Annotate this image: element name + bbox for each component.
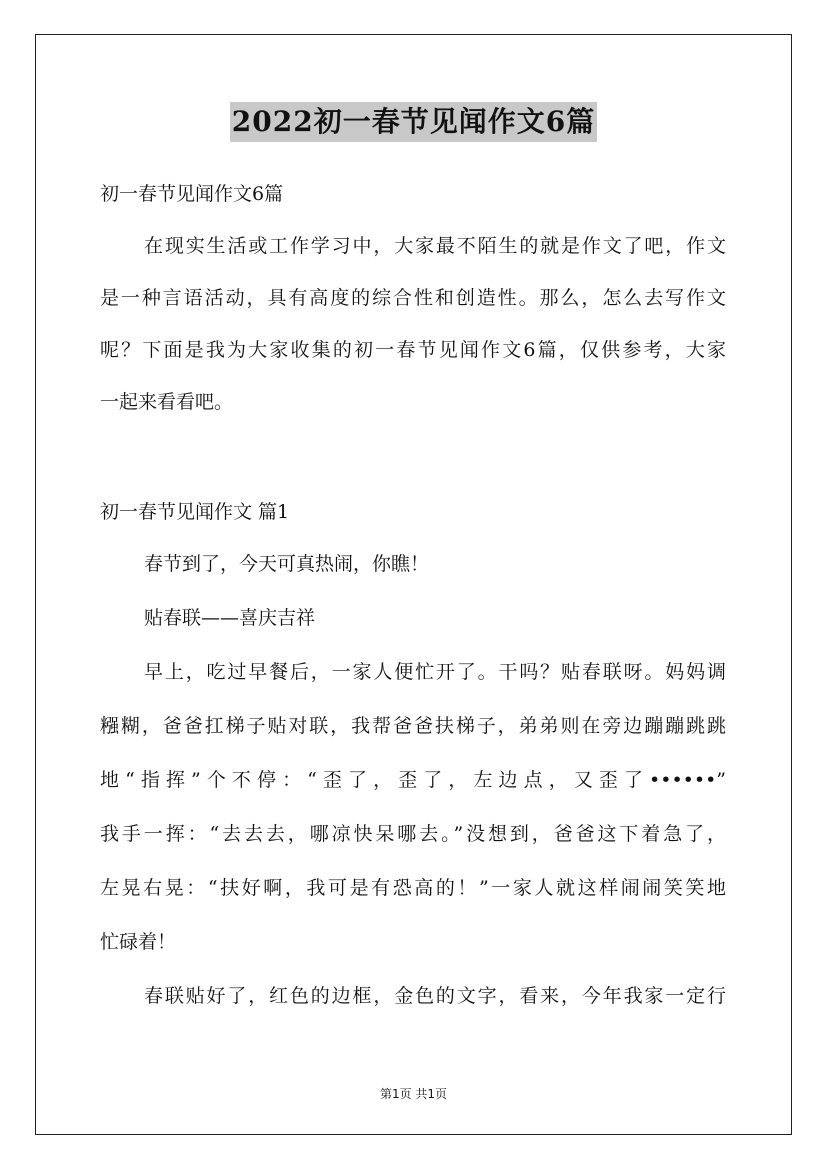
title-container (0, 102, 827, 142)
paragraph-3-line-3: 地“指挥”个不停：“歪了，歪了，左边点，又歪了••••••” (100, 769, 726, 791)
document-subtitle: 初一春节见闻作文6篇 (100, 183, 284, 205)
paragraph-3-line-2: 糨糊，爸爸扛梯子贴对联，我帮爸爸扶梯子，弟弟则在旁边蹦蹦跳跳 (100, 715, 726, 737)
document-title: 2022初一春节见闻作文6篇 (230, 102, 597, 142)
intro-line-1: 在现实生活或工作学习中，大家最不陌生的就是作文了吧，作文 (144, 235, 726, 257)
paragraph-3-line-5: 左晃右晃：“扶好啊，我可是有恐高的！”一家人就这样闹闹笑笑地 (100, 877, 726, 899)
paragraph-3-line-4: 我手一挥：“去去去，哪凉快呆哪去。”没想到，爸爸这下着急了， (100, 823, 726, 845)
paragraph-3-line-1: 早上，吃过早餐后，一家人便忙开了。干吗？贴春联呀。妈妈调 (144, 661, 726, 683)
section-heading: 初一春节见闻作文 篇1 (100, 501, 290, 523)
page-footer: 第1页 共1页 (379, 1087, 448, 1101)
paragraph-1: 春节到了，今天可真热闹，你瞧！ (144, 553, 430, 575)
intro-line-4: 一起来看看吧。 (100, 391, 234, 413)
section-spacer (100, 432, 726, 490)
paragraph-2: 贴春联——喜庆吉祥 (144, 607, 316, 629)
intro-line-3: 呢？下面是我为大家收集的初一春节见闻作文6篇，仅供参考，大家 (100, 339, 726, 361)
document-body (100, 172, 726, 1028)
intro-line-2: 是一种言语活动，具有高度的综合性和创造性。那么，怎么去写作文 (100, 287, 726, 309)
paragraph-3-line-6: 忙碌着！ (100, 931, 177, 953)
paragraph-4: 春联贴好了，红色的边框，金色的文字，看来，今年我家一定行 (144, 985, 726, 1007)
